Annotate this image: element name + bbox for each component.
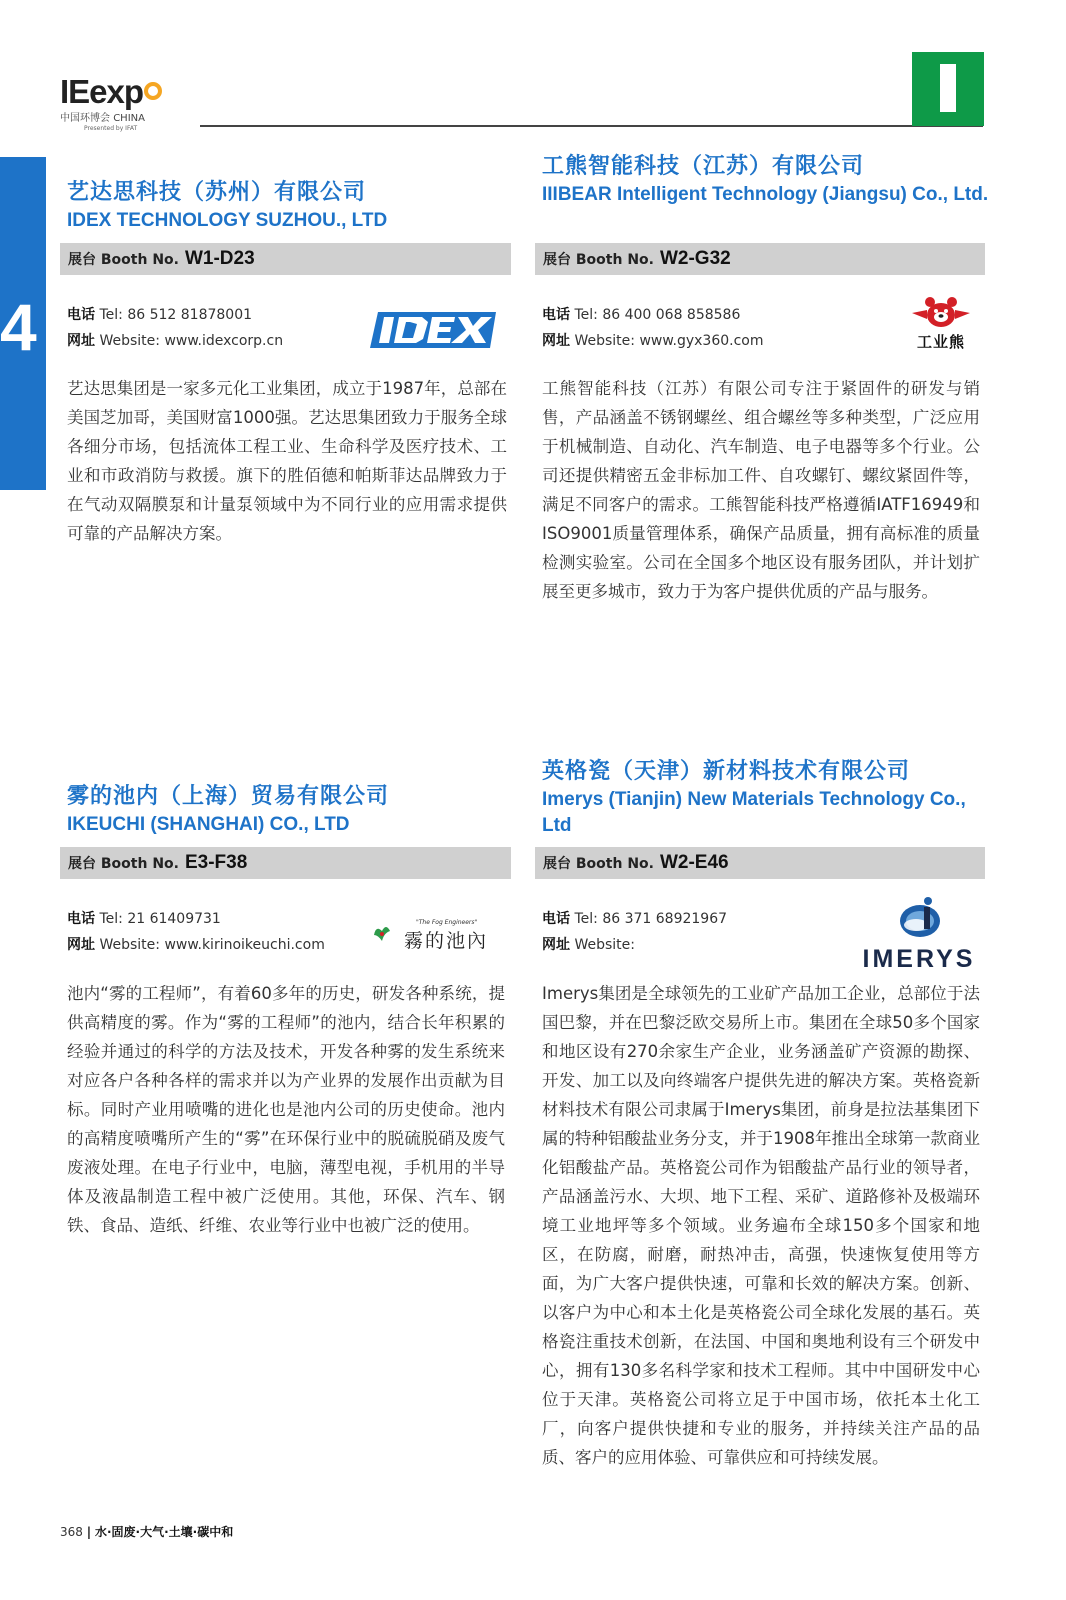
company-card-idex <box>67 178 517 234</box>
booth-number: W2-E46 <box>659 852 729 873</box>
company-card-ikeuchi <box>67 782 517 838</box>
contact-info: 电话 Tel: 21 61409731 网址 Website: www.kirinoikeuchi.com <box>67 911 325 953</box>
booth-number: W1-D23 <box>184 248 255 269</box>
contact-info: 电话 Tel: 86 512 81878001 网址 Website: www.idexcorp.cn <box>67 307 284 349</box>
booth-label: 展台 Booth No. <box>68 252 179 268</box>
iexpo-logo <box>60 75 175 130</box>
logo-o-icon <box>144 82 162 100</box>
website-link[interactable]: www.kirinoikeuchi.com <box>164 937 325 953</box>
company-description: 艺达思集团是一家多元化工业集团，成立于1987年，总部在美国芝加哥，美国财富1000强。艺达思集团致力于服务全球各细分市场，包括流体工程工业、生命科学及医疗技术、工业和市政消防与救援。旗下的胜佰德和帕斯菲达品牌致力于在气动双隔膜泵和计量泵领域中为不同行业的应用需求提供可靠的产品解决方案。 <box>67 379 507 543</box>
company-cn-name: 艺达思科技（苏州）有限公司 <box>67 180 367 205</box>
website-link[interactable]: www.gyx360.com <box>639 333 764 349</box>
logo-wordmark: IEexp <box>60 75 175 108</box>
company-description: Imerys集团是全球领先的工业矿产品加工企业，总部位于法国巴黎，并在巴黎泛欧交易所上市。集团在全球50多个国家和地区设有270余家生产企业，业务涵盖矿产资源的勘探、开发、加工以及向终端客户提供先进的解决方案。英格瓷新材料技术有限公司隶属于Imerys集团，前身是拉法基集团下属的特种铝酸盐业务分支，并于1908年推出全球第一款商业化铝酸盐产品。英格瓷公司作为铝酸盐产品行业的领导者，产品涵盖污水、大坝、地下工程、采矿、道路修补及极端环境工业地坪等多个领域。业务遍布全球150多个国家和地区，在防腐，耐磨，耐热冲击，高强，快速恢复使用等方面，为广大客户提供快速，可靠和长效的解决方案。创新、以客户为中心和本土化是英格瓷公司全球化发展的基石。英格瓷注重技术创新，在法国、中国和奥地利设有三个研发中心，拥有130多名科学家和技术工程师。其中中国研发中心位于天津。英格瓷公司将立足于中国市场，依托本土化工厂，向客户提供快捷和专业的服务，并持续关注产品的品质、客户的应用体验、可靠供应和可持续发展。 <box>542 984 980 1467</box>
company-cn-name: 英格瓷（天津）新材料技术有限公司 <box>542 759 911 784</box>
booth-bar <box>535 847 985 879</box>
tel-value: 86 371 68921967 <box>602 911 728 927</box>
booth-label: 展台 Booth No. <box>543 856 654 872</box>
company-card-imerys <box>542 757 992 839</box>
tel-value: 86 512 81878001 <box>127 307 253 323</box>
company-en-name: IIIBEAR Intelligent Technology (Jiangsu) Co., Ltd. <box>542 184 989 205</box>
company-description: 池内“雾的工程师”，有着60多年的历史，研发各种系统，提供高精度的雾。作为“雾的工程师”的池内，结合长年积累的经验并通过的科学的方法及技术，开发各种雾的发生系统来对应各户各种各样的需求并以为产业界的发展作出贡献为目标。同时产业用喷嘴的进化也是池内公司的历史使命。池内的高精度喷嘴所产生的“雾”在环保行业中的脱硫脱硝及废气废液处理。在电子行业中，电脑，薄型电视，手机用的半导体及液晶制造工程中被广泛使用。其他，环保、汽车、钢铁、食品、造纸、纤维、农业等行业中也被广泛的使用。 <box>67 984 505 1235</box>
fog-mark-icon <box>370 921 394 945</box>
website-link[interactable]: www.idexcorp.cn <box>164 333 284 349</box>
booth-number: W2-G32 <box>659 248 731 269</box>
company-en-name: IKEUCHI (SHANGHAI) CO., LTD <box>67 814 350 835</box>
company-en-name: Imerys (Tianjin) New Materials Technology Co., Ltd <box>542 789 966 836</box>
booth-label: 展台 Booth No. <box>68 856 179 872</box>
tel-value: 21 61409731 <box>127 911 221 927</box>
company-cn-name: 雾的池内（上海）贸易有限公司 <box>67 784 390 809</box>
logo-presented: Presented by IFAT <box>84 125 138 132</box>
logo-subtitle: 中国环博会 CHINA <box>60 113 145 124</box>
company-card-iiibear <box>542 152 992 208</box>
footer-section: 水·固废·大气·土壤·碳中和 <box>94 1525 234 1539</box>
booth-bar <box>60 243 511 275</box>
category-bar-icon <box>940 64 956 112</box>
imerys-logo <box>858 895 980 973</box>
imerys-swoosh-icon <box>858 895 980 945</box>
bear-icon <box>912 295 970 329</box>
company-description: 工熊智能科技（江苏）有限公司专注于紧固件的研发与销售，产品涵盖不锈钢螺丝、组合螺丝等多种类型，广泛应用于机械制造、自动化、汽车制造、电子电器等多个行业。公司还提供精密五金非标加工件、自攻螺钉、螺纹紧固件等，满足不同客户的需求。工熊智能科技严格遵循IATF16949和ISO9001质量管理体系，确保产品质量，拥有高标准的质量检测实验室。公司在全国多个地区设有服务团队，并计划扩展至更多城市，致力于为客户提供优质的产品与服务。 <box>542 379 980 601</box>
ikeuchi-logo-text: 霧的池內 <box>404 930 489 952</box>
company-cn-name: 工熊智能科技（江苏）有限公司 <box>542 154 865 179</box>
booth-bar <box>535 243 985 275</box>
tel-value: 86 400 068 858586 <box>602 307 741 323</box>
imerys-logo-text: IMERYS <box>862 945 976 973</box>
iiibear-logo-text: 工业熊 <box>916 333 965 351</box>
ikeuchi-tagline: "The Fog Engineers" <box>416 919 478 926</box>
booth-number: E3-F38 <box>184 852 248 873</box>
page-footer: 368 | 水·固废·大气·土壤·碳中和 <box>60 1525 234 1539</box>
booth-label: 展台 Booth No. <box>543 252 654 268</box>
ikeuchi-logo <box>368 915 500 955</box>
company-en-name: IDEX TECHNOLOGY SUZHOU., LTD <box>67 210 388 231</box>
header-divider <box>200 125 983 127</box>
category-marker <box>912 52 984 126</box>
idex-logo <box>370 312 498 348</box>
contact-info: 电话 Tel: 86 400 068 858586 网址 Website: www.gyx360.com <box>542 307 764 349</box>
section-number: 4 <box>0 290 37 364</box>
contact-info: 电话 Tel: 86 371 68921967 网址 Website: <box>542 911 728 953</box>
booth-bar <box>60 847 511 879</box>
page-number: 368 <box>60 1525 83 1539</box>
iiibear-logo <box>902 295 980 357</box>
